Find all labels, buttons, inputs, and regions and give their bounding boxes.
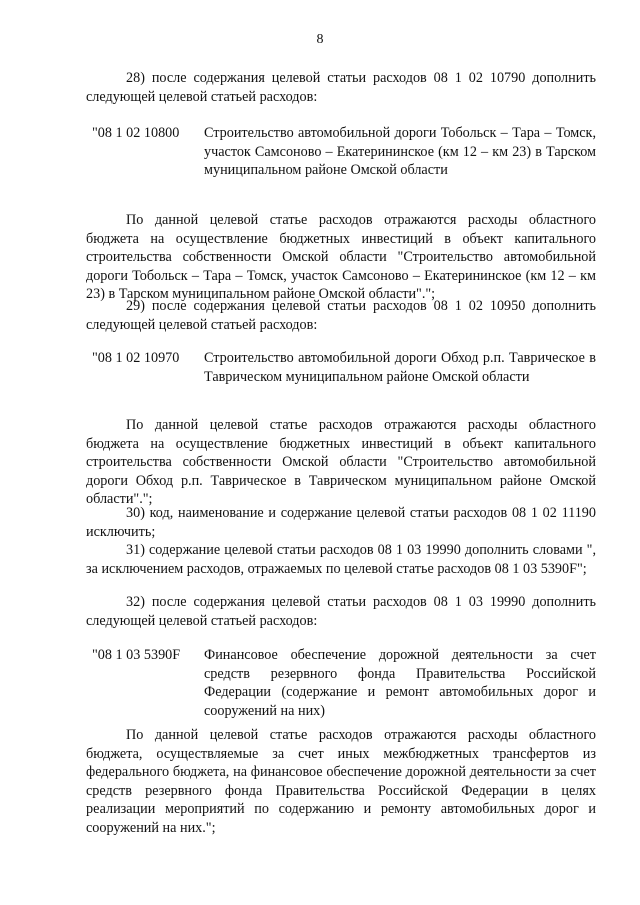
budget-code-description: Строительство автомобильной дороги Обход р.п. Таврическое в Таврическом муниципальном районе Омской области [204, 350, 596, 385]
paragraph-item-28: 28) после содержания целевой статьи расходов 08 1 02 10790 дополнить следующей целевой статьей расходов: [86, 70, 596, 105]
budget-code: "08 1 03 5390F [92, 647, 181, 663]
paragraph-item-31: 31) содержание целевой статьи расходов 08 1 03 19990 дополнить словами ", за исключением расходов, отражаемых по целевой статье расходов 08 1 03 5390F"; [86, 542, 596, 577]
page-number: 8 [316, 32, 324, 47]
paragraph-item-32: 32) после содержания целевой статьи расходов 08 1 03 19990 дополнить следующей целевой статьей расходов: [86, 594, 596, 629]
budget-code: "08 1 02 10970 [92, 350, 180, 366]
paragraph-explanation: По данной целевой статье расходов отражаются расходы областного бюджета, осуществляемые за счет иных межбюджетных трансфертов из федерального бюджета, на финансовое обеспечение дорожной деятельности за счет средств резервного фонда Правительства Российской Федерации в целях реализации мероприятий по содержанию и ремонту автомобильных дорог и сооружений на них."; [86, 727, 596, 836]
paragraph-item-30: 30) код, наименование и содержание целевой статьи расходов 08 1 02 11190 исключить; [86, 505, 596, 540]
budget-code: "08 1 02 10800 [92, 125, 180, 141]
budget-code-description: Финансовое обеспечение дорожной деятельности за счет средств резервного фонда Правительства Российской Федерации (содержание и ремонт автомобильных дорог и сооружений на них) [204, 647, 596, 719]
paragraph-explanation: По данной целевой статье расходов отражаются расходы областного бюджета на осуществление бюджетных инвестиций в объект капитального строительства собственности Омской области "Строительство автомобильной дороги Обход р.п. Таврическое в Таврическом муниципальном районе Омской области"."; [86, 417, 596, 508]
paragraph-explanation: По данной целевой статье расходов отражаются расходы областного бюджета на осуществление бюджетных инвестиций в объект капитального строительства собственности Омской области "Строительство автомобильной дороги Тобольск – Тара – Томск, участок Самсоново – Екатерининское (км 12 – км 23) в Тарском муниципальном районе Омской области"."; [86, 212, 596, 303]
budget-code-description: Строительство автомобильной дороги Тобольск – Тара – Томск, участок Самсоново – Екатерининское (км 12 – км 23) в Тарском муниципальном районе Омской области [204, 125, 596, 179]
paragraph-item-29: 29) после содержания целевой статьи расходов 08 1 02 10950 дополнить следующей целевой статьей расходов: [86, 298, 596, 333]
